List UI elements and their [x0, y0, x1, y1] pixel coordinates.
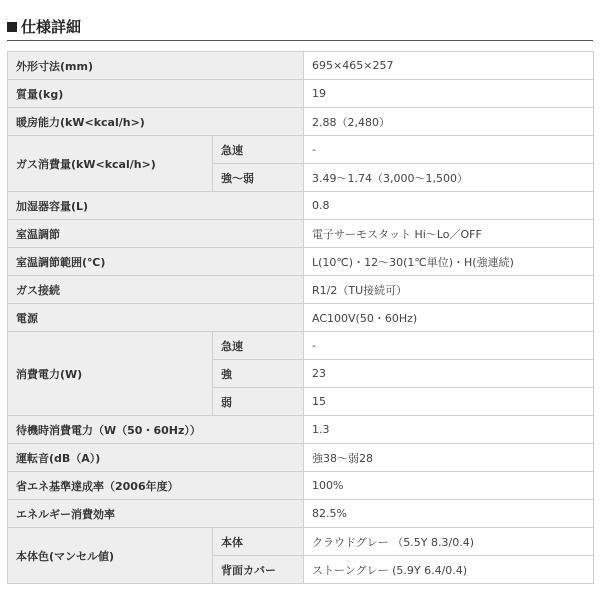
spec-label: 加湿器容量(L) — [8, 192, 304, 220]
spec-row — [8, 472, 594, 500]
spec-value: 695×465×257 — [304, 52, 594, 80]
spec-value: 100% — [304, 472, 594, 500]
section-heading — [7, 14, 593, 41]
spec-label: 外形寸法(mm) — [8, 52, 304, 80]
spec-label: エネルギー消費効率 — [8, 500, 304, 528]
spec-value: 0.8 — [304, 192, 594, 220]
spec-label: 室温調節 — [8, 220, 304, 248]
spec-row — [8, 500, 594, 528]
spec-row — [8, 444, 594, 472]
spec-value: R1/2（TU接続可） — [304, 276, 594, 304]
spec-value: AC100V(50・60Hz) — [304, 304, 594, 332]
spec-row — [8, 52, 594, 80]
spec-label: 質量(kg) — [8, 80, 304, 108]
spec-sublabel: 背面カバー — [213, 556, 304, 584]
spec-label: 室温調節範囲(℃) — [8, 248, 304, 276]
spec-value: 3.49～1.74（3,000～1,500） — [304, 164, 594, 192]
spec-value: 15 — [304, 388, 594, 416]
spec-label: 暖房能力(kW<kcal/h>) — [8, 108, 304, 136]
spec-value: 電子サーモスタット Hi～Lo／OFF — [304, 220, 594, 248]
spec-row — [8, 276, 594, 304]
spec-value: 82.5% — [304, 500, 594, 528]
spec-sublabel: 強～弱 — [213, 164, 304, 192]
spec-value: ストーングレー (5.9Y 6.4/0.4) — [304, 556, 594, 584]
spec-label: 本体色(マンセル値) — [8, 528, 213, 584]
spec-sublabel: 急速 — [213, 136, 304, 164]
spec-row — [8, 108, 594, 136]
spec-value: L(10℃)・12～30(1℃単位)・H(強連続) — [304, 248, 594, 276]
spec-label: 消費電力(W) — [8, 332, 213, 416]
spec-sublabel: 急速 — [213, 332, 304, 360]
spec-label: 電源 — [8, 304, 304, 332]
spec-row — [8, 80, 594, 108]
spec-label: ガス消費量(kW<kcal/h>) — [8, 136, 213, 192]
spec-sublabel: 弱 — [213, 388, 304, 416]
spec-value: 23 — [304, 360, 594, 388]
spec-row — [8, 416, 594, 444]
spec-value: - — [304, 332, 594, 360]
spec-label: ガス接続 — [8, 276, 304, 304]
spec-row — [8, 192, 594, 220]
spec-value: - — [304, 136, 594, 164]
spec-table-body — [8, 52, 594, 584]
square-bullet-icon — [7, 22, 17, 32]
spec-value: 19 — [304, 80, 594, 108]
spec-label: 運転音(dB（A）) — [8, 444, 304, 472]
spec-label: 待機時消費電力（W（50・60Hz）） — [8, 416, 304, 444]
spec-label: 省エネ基準達成率（2006年度） — [8, 472, 304, 500]
spec-value: 2.88（2,480） — [304, 108, 594, 136]
spec-table — [7, 51, 594, 584]
spec-row — [8, 528, 594, 556]
spec-value: 強38～弱28 — [304, 444, 594, 472]
spec-row — [8, 220, 594, 248]
spec-row — [8, 332, 594, 360]
spec-value: 1.3 — [304, 416, 594, 444]
spec-sublabel: 本体 — [213, 528, 304, 556]
section-heading-text: 仕様詳細 — [21, 18, 82, 36]
spec-sublabel: 強 — [213, 360, 304, 388]
spec-row — [8, 136, 594, 164]
spec-row — [8, 304, 594, 332]
spec-row — [8, 248, 594, 276]
spec-value: クラウドグレー （5.5Y 8.3/0.4) — [304, 528, 594, 556]
